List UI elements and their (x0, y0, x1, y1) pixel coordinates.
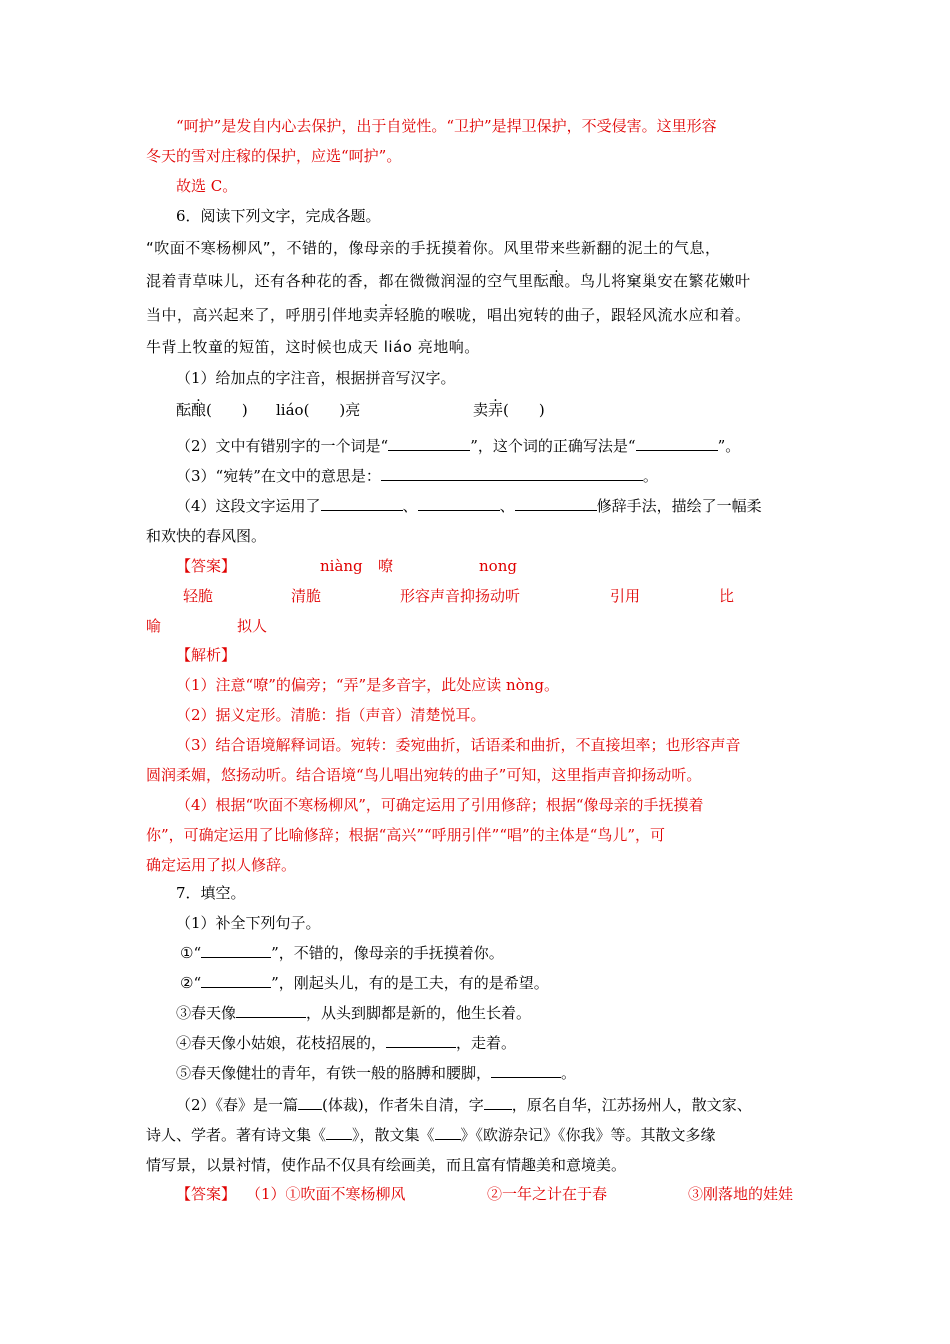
s5-text-a: ⑤春天像健壮的青年，有铁一般的胳膊和腰脚， (176, 1064, 492, 1082)
q7-sentence-5 (176, 1063, 576, 1083)
q6-analysis-p4-line-1: （4）根据“吹面不寒杨柳风”，可确定运用了引用修辞；根据“像母亲的手抚摸着 (176, 796, 704, 814)
dotted-char-niang: 酿 (549, 272, 565, 290)
q6-answer-2: 嘹 (378, 557, 394, 575)
q6-answer-5: 清脆 (291, 587, 322, 605)
q6-analysis-tag: 【解析】 (176, 646, 237, 664)
blank-s4[interactable] (386, 1033, 456, 1048)
sub2-l2-text-b: 》，散文集《 (352, 1126, 435, 1144)
q7-sub2-line-2 (146, 1125, 716, 1145)
s1-text-b: ”，不错的，像母亲的手抚摸着你。 (271, 944, 504, 962)
q6-sub1-item-a (176, 400, 248, 420)
q6-answer-6: 形容声音抑扬动听 (400, 587, 521, 605)
s3-text-b: ，从头到脚都是新的，他生长着。 (306, 1004, 532, 1022)
blank-rhetoric-2[interactable] (418, 496, 500, 511)
q6-passage-line-4: 牛背上牧童的短笛，这时候也成天 liáo 亮地响。 (146, 338, 480, 356)
q7-sentence-4 (176, 1033, 516, 1053)
q6-analysis-p3-line-1: （3）结合语境解释词语。宛转：委宛曲折，话语柔和曲折，不直接坦率；也形容声音 (176, 736, 741, 754)
blank-rhetoric-1[interactable] (321, 496, 403, 511)
q7-sentence-1 (180, 943, 504, 963)
sub2-text-b: ”，这个词的正确写法是“ (470, 437, 636, 455)
q6-passage-line-3 (146, 305, 751, 325)
q6-sub1: （1）给加点的字注音，根据拼音写汉字。 (176, 369, 456, 387)
q6-sub4 (176, 496, 762, 516)
sub3-text-a: （3）“宛转”在文中的意思是： (176, 467, 381, 485)
q7-answer-2: ②一年之计在于春 (487, 1185, 608, 1203)
sub2-l2-text-c: 》《欧游杂记》《你我》等。其散文多缘 (460, 1126, 716, 1144)
q6-sub2 (176, 436, 740, 456)
q6-analysis-p4-line-2: 你”，可确定运用了比喻修辞；根据“高兴”“呼朋引伴”“唱”的主体是“鸟儿”，可 (146, 826, 666, 844)
q6-passage-line-2-text-a: 混着青草味儿，还有各种花的香，都在微微润湿的空气里酝 (146, 272, 550, 290)
blank-s3[interactable] (236, 1003, 306, 1018)
q6-analysis-p4-line-3: 确定运用了拟人修辞。 (146, 856, 297, 874)
sub4-separator-1: 、 (402, 497, 418, 515)
blank-wrong-word[interactable] (388, 436, 470, 451)
blank-genre[interactable] (298, 1095, 322, 1110)
blank-courtesy-name[interactable] (484, 1095, 512, 1110)
q6-passage-line-1: “吹面不寒杨柳风”，不错的，像母亲的手抚摸着你。风里带来些新翻的泥土的气息， (146, 239, 721, 257)
q6-analysis-p3-line-2: 圆润柔媚，悠扬动听。结合语境“鸟儿唱出宛转的曲子”可知，这里指声音抑扬动听。 (146, 766, 702, 784)
q7-sub1: （1）补全下列句子。 (176, 914, 321, 932)
sub4-text-b: 修辞手法，描绘了一幅柔 (596, 497, 762, 515)
blank-s5[interactable] (491, 1063, 561, 1078)
explanation-line-2: 冬天的雪对庄稼的保护，应选“呵护”。 (146, 147, 402, 165)
sub3-text-b: 。 (642, 467, 658, 485)
sub1-item-a-dotted: 酿 (191, 401, 207, 419)
q7-answer-3: ③刚落地的娃娃 (688, 1185, 794, 1203)
q6-answer-7: 引用 (610, 587, 641, 605)
q6-sub1-item-c (473, 400, 545, 420)
q6-sub4-cont: 和欢快的春风图。 (146, 527, 267, 545)
blank-essay-collection[interactable] (435, 1125, 461, 1140)
sub4-separator-2: 、 (499, 497, 515, 515)
sub1-item-a-post: ( ) (206, 401, 248, 419)
s5-text-b: 。 (561, 1064, 577, 1082)
q6-answer-4: 轻脆 (183, 587, 214, 605)
blank-poetry-collection[interactable] (326, 1125, 352, 1140)
explanation-line-1: “呵护”是发自内心去保护，出于自觉性。“卫护”是捍卫保护，不受侵害。这里形容 (176, 117, 717, 135)
sub2-text-c: ”。 (717, 437, 741, 455)
blank-meaning[interactable] (381, 466, 643, 481)
q7-title: 7．填空。 (176, 884, 246, 902)
q7-sentence-3 (176, 1003, 531, 1023)
q7-sentence-2 (180, 973, 549, 993)
q6-passage-line-2 (146, 271, 751, 291)
q6-sub3 (176, 466, 658, 486)
q6-analysis-p2: （2）据义定形。清脆：指（声音）清楚悦耳。 (176, 706, 486, 724)
q6-passage-line-3-text-a: 当中，高兴起来了，呼朋引伴地卖 (146, 306, 379, 324)
q6-answer-9: 拟人 (237, 617, 268, 635)
q6-passage-line-3-text-b: 轻脆的喉咙，唱出宛转的曲子，跟轻风流水应和着。 (394, 306, 751, 324)
q6-sub1-item-b: liáo( )亮 (276, 401, 361, 419)
sub2-l1-text-b: (体裁)，作者朱自清，字 (322, 1096, 484, 1114)
sub1-item-c-dotted: 弄 (488, 401, 504, 419)
q6-answer-tag: 【答案】 (176, 557, 237, 575)
q6-answer-1: niàng (320, 557, 363, 575)
q6-title: 6．阅读下列文字，完成各题。 (176, 207, 381, 225)
s2-text-b: ”，刚起头儿，有的是工夫，有的是希望。 (271, 974, 549, 992)
s2-text-a: ②“ (180, 974, 202, 992)
q7-sub2-line-1 (176, 1095, 752, 1115)
s1-text-a: ①“ (180, 944, 202, 962)
sub2-l1-text-c: ，原名自华，江苏扬州人，散文家、 (511, 1096, 752, 1114)
sub2-text-a: （2）文中有错别字的一个词是“ (176, 437, 389, 455)
q7-sub2-line-3: 情写景，以景衬情，使作品不仅具有绘画美，而且富有情趣美和意境美。 (146, 1156, 627, 1174)
sub4-text-a: （4）这段文字运用了 (176, 497, 321, 515)
s4-text-a: ④春天像小姑娘，花枝招展的， (176, 1034, 387, 1052)
q6-answer-3: nong (479, 557, 517, 575)
sub2-l2-text-a: 诗人、学者。著有诗文集《 (146, 1126, 327, 1144)
blank-correct-word[interactable] (636, 436, 718, 451)
q6-answer-8: 比 (719, 587, 735, 605)
q6-passage-line-2-text-b: 。鸟儿将窠巢安在繁花嫩叶 (564, 272, 751, 290)
q6-analysis-p1: （1）注意“嘹”的偏旁；“弄”是多音字，此处应读 nòng。 (176, 676, 559, 694)
dotted-char-nong: 弄 (378, 306, 395, 324)
s4-text-b: ，走着。 (456, 1034, 517, 1052)
blank-s2[interactable] (201, 973, 271, 988)
sub2-l1-text-a: （2）《春》是一篇 (176, 1096, 299, 1114)
sub1-item-c-post: ( ) (503, 401, 545, 419)
blank-rhetoric-3[interactable] (515, 496, 597, 511)
q6-answer-8-cont: 喻 (146, 617, 162, 635)
blank-s1[interactable] (201, 943, 271, 958)
q7-answer-1: （1）①吹面不寒杨柳风 (246, 1185, 406, 1203)
q7-answer-tag: 【答案】 (176, 1185, 237, 1203)
s3-text-a: ③春天像 (176, 1004, 237, 1022)
explanation-choice: 故选 C。 (176, 177, 238, 195)
sub1-item-a-pre: 酝 (176, 401, 192, 419)
sub1-item-c-pre: 卖 (473, 401, 489, 419)
